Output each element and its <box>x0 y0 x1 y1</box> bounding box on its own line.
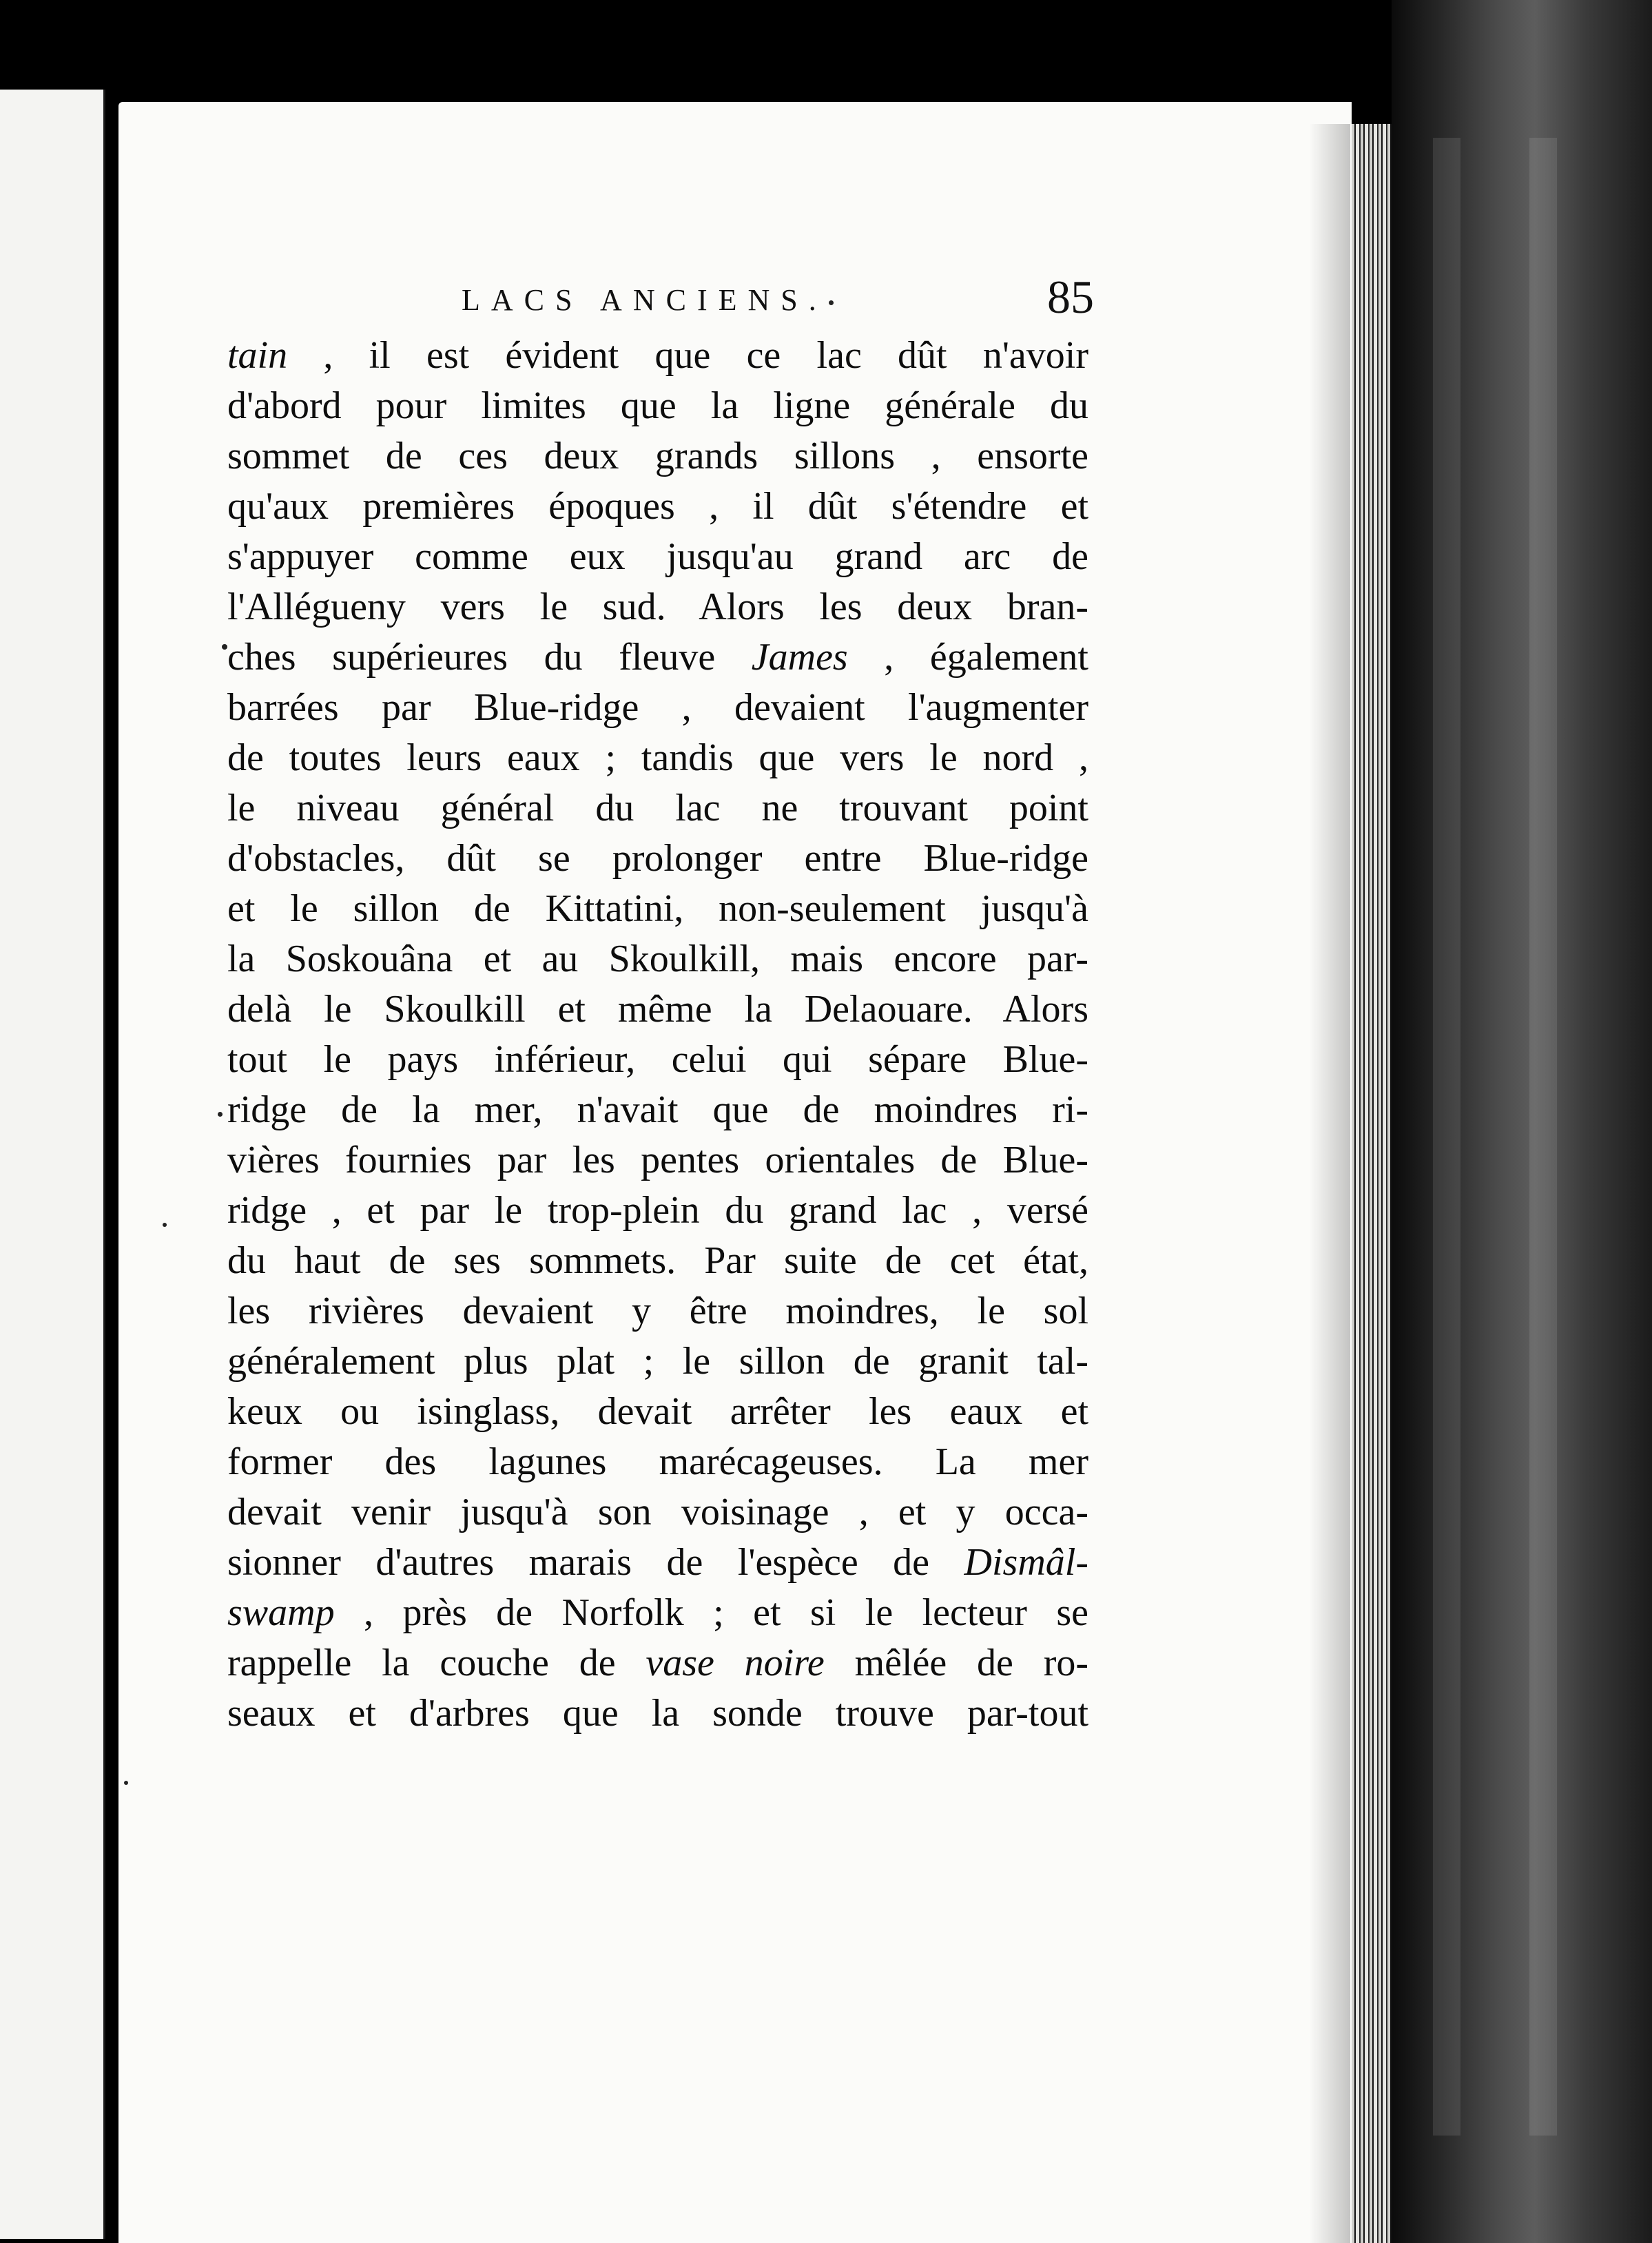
text-segment: barrées par Blue-ridge , devaient l'augmenter <box>227 686 1088 729</box>
scan-speck <box>218 1112 223 1117</box>
text-line <box>227 1688 1088 1739</box>
binding-highlight <box>1433 138 1460 2136</box>
text-line <box>227 934 1088 984</box>
text-segment: vières fournies par les pentes orientales de Blue- <box>227 1139 1088 1181</box>
running-head: LACS ANCIENS. <box>462 283 827 317</box>
page-number: 85 <box>1047 271 1094 323</box>
text-segment: les rivières devaient y être moindres, le sol <box>227 1290 1088 1332</box>
italic-segment: Dismâl- <box>964 1541 1088 1584</box>
text-segment: qu'aux premières époques , il dût s'étendre et <box>227 485 1088 528</box>
text-line <box>227 331 1088 381</box>
text-segment: ridge , et par le trop-plein du grand lac , versé <box>227 1189 1088 1232</box>
text-segment: , il est évident que ce lac dût n'avoir <box>287 334 1088 377</box>
text-line <box>227 482 1088 532</box>
previous-page-edge <box>0 90 105 2239</box>
text-segment: généralement plus plat ; le sillon de granit tal- <box>227 1340 1088 1383</box>
text-segment: ches supérieures du fleuve <box>227 636 752 679</box>
text-segment: d'abord pour limites que la ligne générale du <box>227 384 1088 427</box>
text-line <box>227 1085 1088 1135</box>
book-binding <box>1392 0 1652 2243</box>
text-segment: , près de Norfolk ; et si le lecteur se <box>334 1591 1088 1634</box>
text-segment: , également <box>847 636 1088 679</box>
text-line <box>227 381 1088 431</box>
text-segment: tout le pays inférieur, celui qui sépare Blue- <box>227 1038 1088 1081</box>
text-segment: delà le Skoulkill et même la Delaouare. Alors <box>227 988 1088 1031</box>
page-gutter-shadow <box>1309 124 1350 2243</box>
italic-segment: tain <box>227 334 288 377</box>
page-stack-edge <box>1347 124 1392 2243</box>
text-line <box>227 1638 1088 1688</box>
text-line <box>227 1588 1088 1638</box>
binding-highlight <box>1529 138 1557 2136</box>
text-segment: s'appuyer comme eux jusqu'au grand arc de <box>227 535 1088 578</box>
text-line <box>227 1387 1088 1437</box>
text-line <box>227 1487 1088 1538</box>
italic-segment: vase noire <box>646 1642 825 1684</box>
scan-speck <box>222 644 227 650</box>
text-line <box>227 532 1088 582</box>
text-line <box>227 1186 1088 1236</box>
text-segment: sommet de ces deux grands sillons , ensorte <box>227 435 1088 477</box>
text-line <box>227 733 1088 783</box>
italic-segment: swamp <box>227 1591 335 1634</box>
body-text <box>227 331 1088 1739</box>
text-line <box>227 632 1088 683</box>
text-segment: l'Allégueny vers le sud. Alors les deux bran- <box>227 586 1088 628</box>
text-line <box>227 1236 1088 1286</box>
text-line <box>227 582 1088 632</box>
text-line <box>227 834 1088 884</box>
scan-speck <box>829 300 834 305</box>
text-segment: la Soskouâna et au Skoulkill, mais encore par- <box>227 938 1088 980</box>
text-segment: le niveau général du lac ne trouvant point <box>227 787 1088 829</box>
text-line <box>227 1437 1088 1487</box>
text-line <box>227 1336 1088 1387</box>
text-line <box>227 431 1088 482</box>
text-segment: d'obstacles, dût se prolonger entre Blue-ridge <box>227 837 1088 880</box>
text-segment: du haut de ses sommets. Par suite de cet état, <box>227 1239 1088 1282</box>
text-segment: devait venir jusqu'à son voisinage , et y occa- <box>227 1491 1088 1533</box>
text-line <box>227 1286 1088 1336</box>
text-segment: ridge de la mer, n'avait que de moindres ri- <box>227 1088 1088 1131</box>
text-line <box>227 1035 1088 1085</box>
text-segment: mêlée de ro- <box>824 1642 1088 1684</box>
text-segment: rappelle la couche de <box>227 1642 646 1684</box>
text-segment: de toutes leurs eaux ; tandis que vers le nord , <box>227 736 1088 779</box>
text-segment: keux ou isinglass, devait arrêter les eaux et <box>227 1390 1088 1433</box>
text-line <box>227 1135 1088 1186</box>
scan-speck <box>124 1781 128 1785</box>
text-line <box>227 884 1088 934</box>
text-line <box>227 683 1088 733</box>
text-segment: et le sillon de Kittatini, non-seulement jusqu'à <box>227 887 1088 930</box>
text-segment: sionner d'autres marais de l'espèce de <box>227 1541 964 1584</box>
text-line <box>227 984 1088 1035</box>
scan-speck <box>163 1223 167 1227</box>
text-segment: seaux et d'arbres que la sonde trouve par-tout <box>227 1692 1088 1735</box>
text-line <box>227 783 1088 834</box>
text-line <box>227 1538 1088 1588</box>
text-segment: former des lagunes marécageuses. La mer <box>227 1440 1088 1483</box>
italic-segment: James <box>751 636 848 679</box>
